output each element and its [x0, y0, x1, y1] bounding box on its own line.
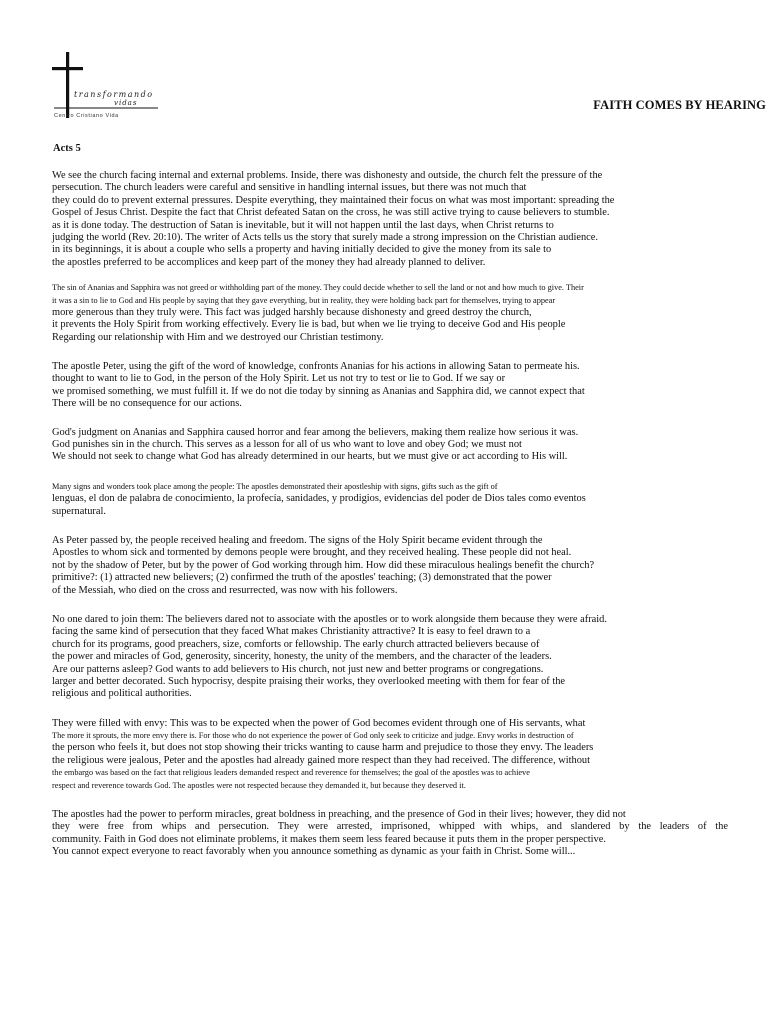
text-line: facing the same kind of persecution that they faced What makes Christianity attractive? It is easy to feel drawn to a: [52, 626, 531, 638]
text-line: The sin of Ananias and Sapphira was not greed or withholding part of the money. They could decide whether to sell the land or not and how much to give. Their: [52, 283, 584, 293]
text-line: not by the shadow of Peter, but by the power of God working through him. How did these miraculous healings benefit the church?: [52, 559, 595, 571]
text-line: Many signs and wonders took place among the people: The apostles demonstrated their apostleship with signs, gifts such as the gift of: [52, 481, 498, 491]
text-line: the person who feels it, but does not stop showing their tricks wanting to cause harm and prejudice to those they envy. The leaders: [52, 742, 594, 754]
text-line: You cannot expect everyone to react favorably when you announce something as dynamic as your faith in Christ. Some will...: [52, 846, 576, 858]
text-line: There will be no consequence for our actions.: [52, 398, 242, 410]
paragraph: [52, 535, 728, 597]
document-title: FAITH COMES BY HEARING: [593, 98, 766, 112]
paragraph: [52, 809, 728, 859]
text-line: The apostles had the power to perform miracles, great boldness in preaching, and the presence of God in their lives; however, they did not: [52, 809, 626, 821]
paragraph: [52, 282, 728, 344]
paragraph: [52, 614, 728, 701]
text-line: the embargo was based on the fact that religious leaders demanded respect and reverence for themselves; the goal of the apostles was to achieve: [52, 768, 530, 778]
text-line: they were free from whips and persecution. They were arrested, imprisoned, whipped with whips, and slandered by the leaders of the: [52, 821, 728, 833]
paragraph: [52, 481, 728, 518]
text-line: religious and political authorities.: [52, 688, 192, 700]
text-line: judging the world (Rev. 20:10). The writer of Acts tells us the story that surely made a strong impression on the Christian audience.: [52, 231, 598, 243]
text-line: more generous than they truly were. This fact was judged harshly because dishonesty and greed destroy the church,: [52, 306, 532, 318]
logo-script-line2: vidas: [114, 99, 138, 107]
text-line: primitive?: (1) attracted new believers; (2) confirmed the truth of the apostles' teaching; (3) demonstrated that the power: [52, 572, 552, 584]
text-line: supernatural.: [52, 505, 106, 517]
church-logo: [50, 50, 165, 126]
text-line: lenguas, el don de palabra de conocimiento, la profecía, sanidades, y prodigios, evidencias del poder de Dios tales como eventos: [52, 493, 586, 505]
text-line: the power and miracles of God, generosity, sincerity, honesty, the unity of the members, and the character of the leaders.: [52, 651, 552, 663]
text-line: they could do to prevent external pressures. Despite everything, they maintained their focus on what was most important: spreading the: [52, 194, 615, 206]
text-line: God punishes sin in the church. This serves as a lesson for all of us who want to love and obey God; we must not: [52, 439, 522, 451]
text-line: Apostles to whom sick and tormented by demons people were brought, and they received healing. These people did not heal.: [52, 547, 572, 559]
text-line: The more it sprouts, the more envy there is. For those who do not experience the power of God only seek to criticize and judge. Envy works in destruction of: [52, 731, 574, 741]
text-line: The apostle Peter, using the gift of the word of knowledge, confronts Ananias for his actions in allowing Satan to permeate his.: [52, 361, 580, 373]
text-line: as it is done today. The destruction of Satan is inevitable, but it will not happen until the last days, when Christ returns to: [52, 219, 554, 231]
text-line: persecution. The church leaders were careful and sensitive in handling internal issues, but there was not much that: [52, 182, 527, 194]
text-line: God's judgment on Ananias and Sapphira caused horror and fear among the believers, making them realize how serious it was.: [52, 426, 579, 438]
paragraph: [52, 718, 728, 792]
text-line: we promised something, we must fulfill it. If we do not die today by sinning as Ananias and Sapphira did, we cannot expect that: [52, 385, 585, 397]
text-line: As Peter passed by, the people received healing and freedom. The signs of the Holy Spirit became evident through the: [52, 534, 543, 546]
text-line: of the Messiah, who died on the cross and resurrected, was now with his followers.: [52, 584, 398, 596]
text-line: We should not seek to change what God has already determined in our hearts, but we must give or act according to His will.: [52, 451, 568, 463]
text-line: community. Faith in God does not eliminate problems, it makes them seem less feared because it puts them in the proper perspective.: [52, 833, 606, 845]
chapter-heading: Acts 5: [53, 143, 81, 154]
logo-script-line1: transformando: [74, 90, 154, 99]
text-line: Gospel of Jesus Christ. Despite the fact that Christ defeated Satan on the cross, he was still active trying to cause believers to stumble.: [52, 207, 610, 219]
text-line: larger and better decorated. Such hypocrisy, despite praising their works, they overlooked meeting with them for fear of the: [52, 675, 566, 687]
text-line: thought to want to lie to God, in the person of the Holy Spirit. Let us not try to test or lie to God. If we say or: [52, 373, 506, 385]
text-line: the religious were jealous, Peter and the apostles had already gained more respect than they had received. The difference, without: [52, 754, 590, 766]
text-line: Regarding our relationship with Him and we destroyed our Christian testimony.: [52, 331, 384, 343]
text-line: respect and reverence towards God. The apostles were not respected because they demanded it, but because they deserved it.: [52, 780, 466, 790]
text-line: the apostles preferred to be accomplices and keep part of the money they had already planned to deliver.: [52, 256, 486, 268]
paragraph: [52, 170, 728, 269]
text-line: in its beginnings, it is about a couple who sells a property and having initially decided to give the money from its sale to: [52, 244, 552, 256]
logo-caption: Centro Cristiano Vida: [54, 113, 119, 119]
paragraph: [52, 427, 728, 464]
text-line: Are our patterns asleep? God wants to add believers to His church, not just new and better programs or congregations.: [52, 663, 544, 675]
document-body: [52, 170, 728, 859]
text-line: it prevents the Holy Spirit from working effectively. Every lie is bad, but when we lie trying to deceive God and His people: [52, 319, 566, 331]
text-line: it was a sin to lie to God and His people by saying that they gave everything, but in reality, they were holding back part for themselves, trying to appear: [52, 295, 556, 305]
text-line: We see the church facing internal and external problems. Inside, there was dishonesty and outside, the church felt the pressure of the: [52, 170, 603, 181]
text-line: They were filled with envy: This was to be expected when the power of God becomes evident through one of His servants, what: [52, 717, 586, 729]
text-line: church for its programs, good preachers, size, comforts or fellowship. The early church attracted believers because of: [52, 638, 540, 650]
paragraph: [52, 361, 728, 411]
text-line: No one dared to join them: The believers dared not to associate with the apostles or to work alongside them because they were afraid.: [52, 613, 607, 625]
